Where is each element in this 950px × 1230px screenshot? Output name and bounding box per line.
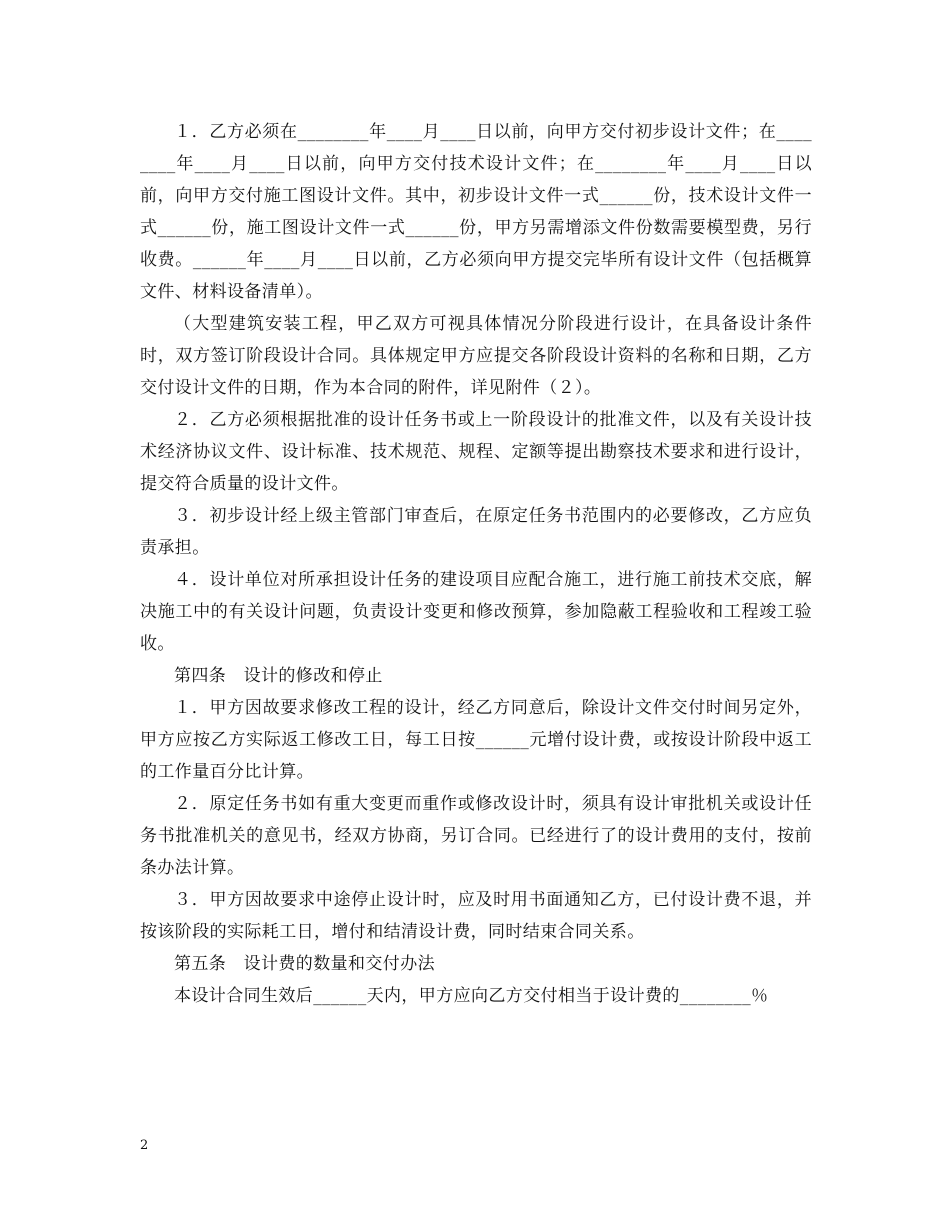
page-number: 2 <box>140 1138 149 1153</box>
clause-4-paragraph: ４．设计单位对所承担设计任务的建设项目应配合施工，进行施工前技术交底，解决施工中的有关设计问题，负责设计变更和修改预算，参加隐蔽工程验收和工程竣工验收。 <box>140 570 812 654</box>
article-4-clause-2-paragraph: ２．原定任务书如有重大变更而重作或修改设计时，须具有设计审批机关或设计任务书批准机关的意见书，经双方协商，另订合同。已经进行了的设计费用的支付，按前条办法计算。 <box>140 794 812 878</box>
article-4-clause-3-paragraph: ３．甲方因故要求中途停止设计时，应及时用书面通知乙方，已付设计费不退，并按该阶段的实际耗工日，增付和结清设计费，同时结束合同关系。 <box>140 890 812 942</box>
contract-body <box>140 116 812 1012</box>
article-4-clause-1-paragraph: １．甲方因故要求修改工程的设计，经乙方同意后，除设计文件交付时间另定外，甲方应按乙方实际返工修改工日，每工日按______元增付设计费，或按设计阶段中返工的工作量百分比计算。 <box>140 698 812 782</box>
article-4-heading: 第四条 设计的修改和停止 <box>174 666 383 686</box>
clause-1-note-paragraph: （大型建筑安装工程，甲乙双方可视具体情况分阶段进行设计，在具备设计条件时，双方签订阶段设计合同。具体规定甲方应提交各阶段设计资料的名称和日期，乙方交付设计文件的日期，作为本合同的附件，详见附件（２）。 <box>140 314 812 398</box>
clause-1-paragraph: １．乙方必须在________年____月____日以前，向甲方交付初步设计文件；在________年____月____日以前，向甲方交付技术设计文件；在________年____月____日以前，向甲方交付施工图设计文件。其中，初步设计文件一式______份，技术设计文件一式______份，施工图设计文件一式______份，甲方另需增添文件份数需要模型费，另行收费。______年____月____日以前，乙方必须向甲方提交完毕所有设计文件（包括概算文件、材料设备清单）。 <box>140 122 812 302</box>
clause-2-paragraph: ２．乙方必须根据批准的设计任务书或上一阶段设计的批准文件，以及有关设计技术经济协议文件、设计标准、技术规范、规程、定额等提出勘察技术要求和进行设计，提交符合质量的设计文件。 <box>140 410 812 494</box>
clause-3-paragraph: ３．初步设计经上级主管部门审查后，在原定任务书范围内的必要修改，乙方应负责承担。 <box>140 506 812 558</box>
article-5-paragraph: 本设计合同生效后______天内，甲方应向乙方交付相当于设计费的________％ <box>174 986 769 1006</box>
article-5-heading: 第五条 设计费的数量和交付办法 <box>174 954 435 974</box>
